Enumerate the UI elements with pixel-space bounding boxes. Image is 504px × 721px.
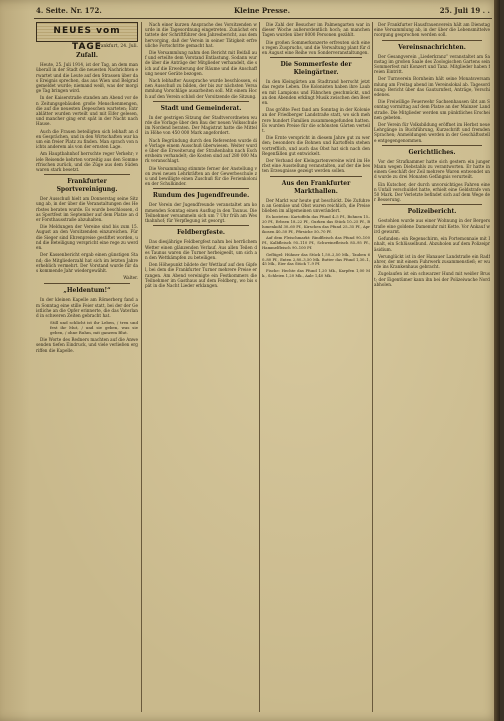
article-paragraph: Den Höhepunkt bildete der Wettlauf auf den Gipfel, bei dem die Frankfurter Turner mehrere Preise errangen. Am Abend vereinigte ein Festkommers die Teilnehmer im Gasthaus auf dem Feldberg, wo bis spät in die Nacht Lieder erklangen. <box>145 262 257 288</box>
divider <box>44 283 130 284</box>
article-paragraph: Auch die Frauen beteiligten sich lebhaft an den Gesprächen, und in den Wirtschaften war kaum ein freier Platz zu finden. Man sprach von nichts anderem als von der ernsten Lage. <box>36 128 138 150</box>
article-heading: Zufall. <box>76 52 98 60</box>
article-paragraph: Die Versammlung stimmte ferner der Anstellung von zwei neuen Lehrkräften an der Gewerbeschule zu und bewilligte einen Zuschuß für die Ferienkolonien der Schulkinder. <box>145 165 257 187</box>
column-4 <box>374 22 490 712</box>
column-rule <box>372 22 373 712</box>
article-paragraph: Der Verein für Volksbildung eröffnet im Herbst neue Lehrgänge in Buchführung, Kurzschrift und fremden Sprachen; Anmeldungen werden in der Geschäftsstelle entgegengenommen. <box>374 122 490 143</box>
divider <box>270 57 362 58</box>
column-rule <box>141 22 142 712</box>
article-paragraph: In den Kleingärten am Stadtrand herrscht jetzt das regste Leben. Die Kolonisten haben ihre Lauben mit Lampions und Fähnchen geschmückt, und an den Abenden erklingt Musik zwischen den Beeten. <box>262 79 370 106</box>
binding-edge <box>494 0 500 721</box>
article-paragraph: Die Meldungen der Vereine sind bis zum 15. August an den Vorsitzenden einzureichen. Für die Sieger sind Ehrenpreise gestiftet worden, und die Beteiligung verspricht eine rege zu werden. <box>36 224 138 251</box>
poem: Still und schlicht ist ihr Leben, / treu und fest ihr Mut, / und sie geben, was sie geben, / ohne Ruhm, mit ganzem Blut. <box>50 320 138 336</box>
article-paragraph: Nach einer kurzen Ansprache des Vorsitzenden wurde in die Tagesordnung eingetreten. Zunächst erstattete der Schriftführer den Jahresbericht, aus dem hervorging, daß der Verein in seiner Tätigkeit erfreuliche Fortschritte gemacht hat. <box>145 22 257 48</box>
article-paragraph: Das größte Fest fand am Sonntag in der Kolonie an der Friedberger Landstraße statt, wo sich mehrere hundert Familien zusammengefunden hatten. Es wurden Preise für die schönsten Gärten verteilt. <box>262 107 370 134</box>
article-paragraph: Die Freiwillige Feuerwehr Sachsenhausen übt am Sonntag vormittag auf dem Platze an der Mainzer Landstraße. Die Mitglieder werden um pünktliches Erscheinen gebeten. <box>374 99 490 120</box>
market-prices: Fische: Hechte das Pfund 1,20 Mk., Karpfen 1,00 Mk., Schleien 1,20 Mk., Aale 1,40 Mk. <box>262 268 370 279</box>
article-paragraph: In der gestrigen Sitzung der Stadtverordneten wurde die Vorlage über den Bau der neuen Volksschule im Nordend beraten. Der Magistrat hatte die Mittel in Höhe von 450 000 Mark angefordert. <box>145 114 257 136</box>
section-masthead: NEUES vom TAGE <box>36 22 138 42</box>
article-paragraph: Der Verein der Jugendfreunde veranstaltet am kommenden Sonntag einen Ausflug in den Taunus. Die Teilnehmer versammeln sich um 7 Uhr früh am Westbahnhof; für Verpflegung ist gesorgt. <box>145 202 257 224</box>
article-heading: Feldbergfeste. <box>176 229 226 237</box>
article-paragraph: In der kleinen Kapelle am Römerberg fand am Sonntag eine stille Feier statt, bei der der Geistliche an die Opfer erinnerte, die das Vaterland in schweren Zeiten gebracht hat. <box>36 297 138 318</box>
article-heading: „Heldentum!“ <box>63 287 111 295</box>
dateline: Frankfurt, 24. Juli. <box>95 44 138 49</box>
divider <box>382 204 482 205</box>
article-paragraph: Heute, 25. Juli 1914, ist der Tag, an dem man überall in der Stadt die neuesten Nachrichten erwartet und die Leute auf den Strassen über das Ereignis sprechen, das aus Wien und Belgrad gemeldet wurde; niemand weiß, was der morgige Tag bringen wird. <box>36 62 138 94</box>
article-heading: Frankfurter Sportvereinigung. <box>56 178 118 194</box>
article-paragraph: Nach lebhafter Aussprache wurde beschlossen, einen Ausschuß zu bilden, der bis zur nächsten Versammlung Vorschläge ausarbeiten soll. Mit einem Hoch auf den Verein schloß der Vorsitzende die Sitzung. <box>145 78 257 99</box>
article-paragraph: Vor der Strafkammer hatte sich gestern ein junger Mann wegen Diebstahls zu verantworten. Er hatte in einem Geschäft der Zeil mehrere Waren entwendet und wurde zu drei Monaten Gefängnis verurteilt. <box>374 158 490 180</box>
column-2 <box>145 22 257 712</box>
page-header <box>34 6 492 19</box>
column-rule <box>259 22 260 712</box>
article-paragraph: Die Zahl der Besucher im Palmengarten war in dieser Woche außerordentlich hoch; an manchen Tagen wurden über 8000 Personen gezählt. <box>262 22 370 38</box>
article-paragraph: Die Worte des Redners machten auf die Anwesenden tiefen Eindruck, und viele verließen ergriffen die Kapelle. <box>36 337 138 353</box>
article-heading: Rundum des Jugendfreunde. <box>152 192 250 200</box>
article-heading: Die Sommerfeste der Kleingärtner. <box>280 61 352 77</box>
author-signature: Walter. <box>123 275 138 281</box>
article-heading: Gerichtliches. <box>408 148 456 156</box>
divider <box>44 174 130 175</box>
page-number: 4. Seite. Nr. 172. <box>36 6 102 15</box>
market-prices: Geflügel: Hühner das Stück 1,50–2,50 Mk., Tauben 60–80 Pf., Enten 2,80–3,50 Mk. Butter das Pfund 1,30–1,45 Mk., Eier das Stück 7–9 Pf. <box>262 251 370 267</box>
article-paragraph: In der Kaiserstraße standen am Abend vor den Zeitungsgebäuden große Menschenmengen, die auf die neuesten Depeschen warteten; Extrablätter wurden verteilt und mit Eifer gelesen, und mancher ging erst spät in der Nacht nach Hause. <box>36 95 138 127</box>
article-paragraph: Gestohlen wurde aus einer Wohnung in der Bergerstraße eine goldene Damenuhr mit Kette. Vor Ankauf wird gewarnt. <box>374 218 490 234</box>
article-heading: Vereinsnachrichten. <box>398 43 466 51</box>
article-paragraph: Gefunden: ein Regenschirm, ein Portemonnaie mit Inhalt, ein Schlüsselbund. Abzuholen auf dem Polizeipräsidium. <box>374 236 490 252</box>
article-paragraph: Die Ernte verspricht in diesem Jahre gut zu werden; besonders die Bohnen und Kartoffeln stehen vortrefflich, und auch das Obst hat sich nach den Regenfällen gut entwickelt. <box>262 135 370 156</box>
article-paragraph: Ein Kutscher, der durch unvorsichtiges Fahren einen Unfall verschuldet hatte, erhielt eine Geldstrafe von 50 Mark. Der Verletzte befindet sich auf dem Wege der Besserung. <box>374 181 490 203</box>
article-paragraph: Am Hauptbahnhof herrschte reger Verkehr; viele Reisende kehrten vorzeitig aus den Sommerfrischen zurück, und die Züge aus dem Süden waren stark besetzt. <box>36 151 138 173</box>
issue-date: 25. Juli 19 . . <box>439 6 490 15</box>
divider <box>382 145 482 146</box>
article-paragraph: Der Kassenbericht ergab einen günstigen Stand; die Mitgliederzahl hat sich im letzten Jahre erheblich vermehrt. Der Vorstand wurde für das kommende Jahr wiedergewählt. <box>36 252 138 273</box>
article-heading: Polizeibericht. <box>407 208 457 216</box>
article-paragraph: Die Versammlung nahm den Bericht mit Beifall auf und erteilte dem Vorstand Entlastung. Sodann wurde über die Anträge der Mitglieder verhandelt, die sich auf die Erweiterung der Räume und die Anschaffung neuer Geräte bezogen. <box>145 50 257 76</box>
article-paragraph: Nach Begründung durch den Referenten wurde die Vorlage einem Ausschuß überwiesen. Weiter wurde über die Erweiterung der Straßenbahn nach Eschersheim verhandelt; die Kosten sind auf 280 000 Mark veranschlagt. <box>145 137 257 164</box>
article-paragraph: Der Turnverein Bornheim hält seine Monatsversammlung am Freitag abend im Vereinslokal ab. Tagesordnung: Bericht über das Gauturnfest, Anträge, Verschiedenes. <box>374 76 490 98</box>
article-paragraph: Der Gesangverein „Liederkranz“ veranstaltet am Samstag im großen Saale des Zoologischen Gartens sein Sommerfest mit Konzert und Tanz. Mitglieder haben freien Eintritt. <box>374 53 490 75</box>
divider <box>153 101 249 102</box>
column-1 <box>36 22 138 712</box>
article-paragraph: Der Markt war heute gut beschickt. Die Zufuhren an Gemüse und Obst waren reichlich, die Preise blieben im allgemeinen unverändert. <box>262 197 370 214</box>
article-paragraph: Die großen Sommerkonzerte erfreuten sich eines regen Zuspruchs, und die Verwaltung plant für den August eine Reihe von Sonderveranstaltungen. <box>262 39 370 56</box>
article-paragraph: Verunglückt ist in der Hanauer Landstraße ein Radfahrer, der mit einem Fuhrwerk zusammenstieß; er wurde ins Krankenhaus gebracht. <box>374 253 490 270</box>
divider <box>270 176 362 177</box>
article-paragraph: Der Ausschuß hielt am Donnerstag seine Sitzung ab, in der über die Veranstaltungen des Herbstes beraten wurde. Es wurde beschlossen, das Sportfest im September auf dem Platze an der Forsthausstraße abzuhalten. <box>36 196 138 223</box>
article-paragraph: Der Frankfurter Hausfrauenverein hält am Dienstag eine Versammlung ab, in der über die Lebensmittelversorgung gesprochen werden soll. <box>374 22 490 38</box>
article-heading: Stadt und Gemeinderat. <box>160 104 242 112</box>
divider <box>382 40 482 41</box>
article-paragraph: Das diesjährige Feldbergfest nahm bei herrlichem Wetter einen glänzenden Verlauf. Aus allen Teilen des Taunus waren die Turner herbeigeeilt, um sich an den Wettkämpfen zu beteiligen. <box>145 239 257 260</box>
column-3 <box>262 22 370 712</box>
market-prices: Auf dem Fleischmarkt: Rindfleisch das Pfund 90–100 Pf., Kalbfleisch 95–110 Pf., Schweinefleisch 85–95 Pf., Hammelfleisch 90–100 Pf. <box>262 235 370 251</box>
divider <box>153 188 249 189</box>
divider <box>153 225 249 226</box>
paper-title: Kleine Presse. <box>234 6 291 15</box>
article-heading: Aus den Frankfurter Markthallen. <box>281 179 351 195</box>
market-prices: Es kosteten: Kartoffeln das Pfund 4–5 Pf., Bohnen 15–20 Pf., Erbsen 18–22 Pf., Gurken das Stück 10–25 Pf., Blumenkohl 30–60 Pf., Kirschen das Pfund 25–35 Pf., Aprikosen 40–50 Pf., Pfirsiche 50–70 Pf. <box>262 214 370 234</box>
article-paragraph: Zugelaufen ist ein schwarzer Hund mit weißer Brust; der Eigentümer kann ihn bei der Polizeiwache Nord abholen. <box>374 271 490 287</box>
article-paragraph: Der Verband der Kleingartenvereine wird im Herbst eine Ausstellung veranstalten, auf der die besten Erzeugnisse gezeigt werden sollen. <box>262 158 370 174</box>
